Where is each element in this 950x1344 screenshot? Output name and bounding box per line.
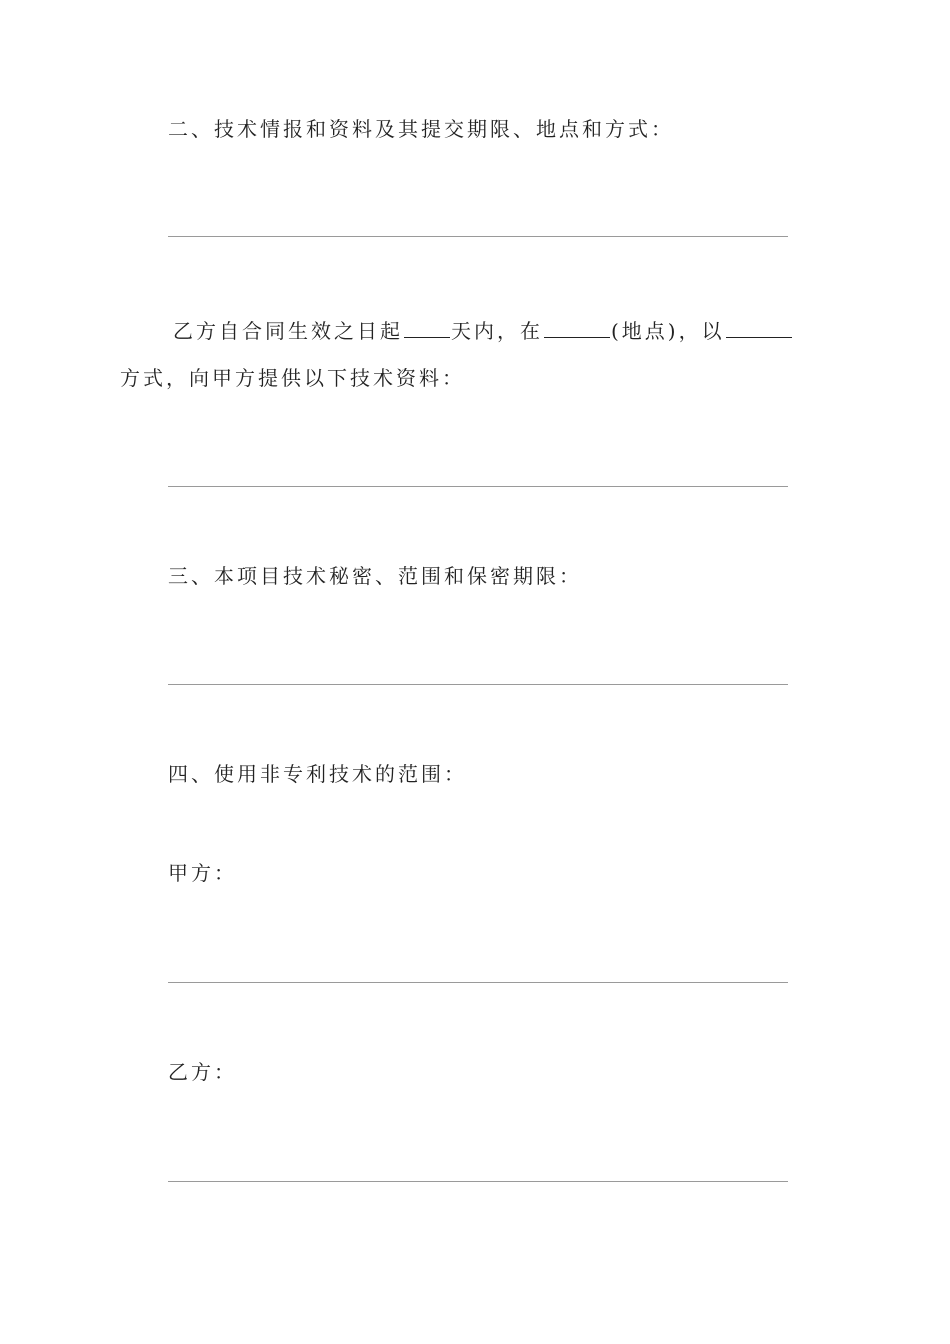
- method-blank: [726, 317, 792, 338]
- section-4-heading: 四、使用非专利技术的范围：: [168, 762, 467, 786]
- delivery-clause-line-2: 方式，向甲方提供以下技术资料：: [120, 366, 465, 390]
- party-a-label: 甲方：: [168, 861, 237, 885]
- fill-line-party-b: [168, 1181, 788, 1182]
- fill-line-section-3: [168, 684, 788, 685]
- fill-line-section-2: [168, 236, 788, 237]
- days-blank: [404, 317, 450, 338]
- delivery-clause-part-2: 天内，在: [451, 319, 543, 343]
- delivery-clause-part-3: (地点)，以: [611, 319, 725, 343]
- delivery-clause-line-1: [173, 317, 793, 341]
- section-2-heading: 二、技术情报和资料及其提交期限、地点和方式：: [168, 117, 674, 141]
- place-blank: [544, 317, 610, 338]
- delivery-clause-part-1: 乙方自合同生效之日起: [173, 319, 403, 343]
- fill-line-technical-materials: [168, 486, 788, 487]
- section-3-heading: 三、本项目技术秘密、范围和保密期限：: [168, 564, 582, 588]
- party-b-label: 乙方：: [168, 1060, 237, 1084]
- fill-line-party-a: [168, 982, 788, 983]
